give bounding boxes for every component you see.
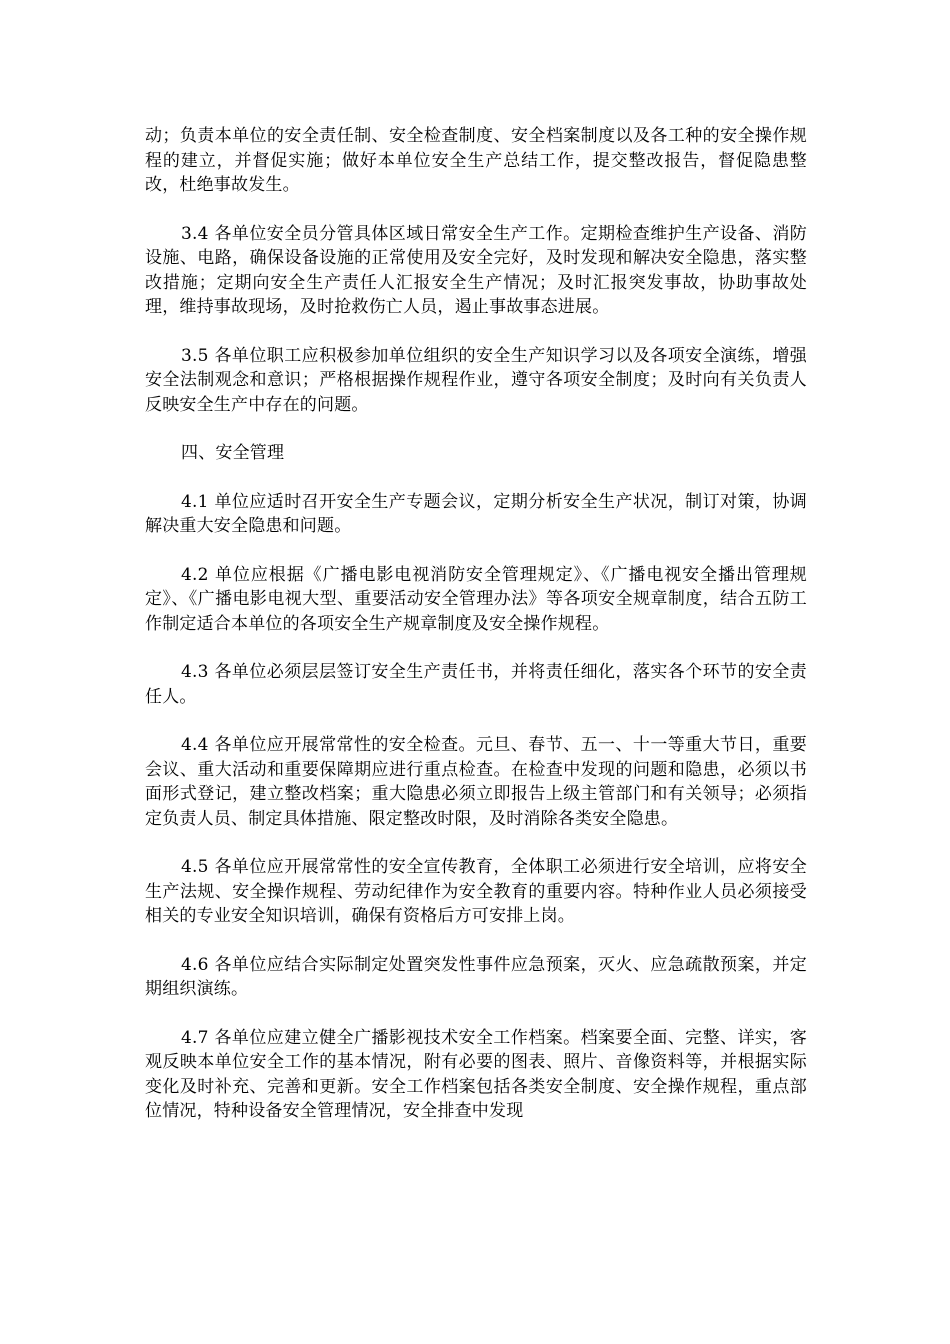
paragraph-3-4: 3.4 各单位安全员分管具体区域日常安全生产工作。定期检查维护生产设备、消防设施、电路，确保设备设施的正常使用及安全完好，及时发现和解决安全隐患，落实整改措施；定期向安全生产责任人汇报安全生产情况；及时汇报突发事故，协助事故处理，维持事故现场，及时抢救伤亡人员，遏止事故事态进展。 (145, 223, 807, 317)
paragraph-4-3: 4.3 各单位必须层层签订安全生产责任书，并将责任细化，落实各个环节的安全责任人。 (145, 662, 807, 707)
paragraph-4-1: 4.1 单位应适时召开安全生产专题会议，定期分析安全生产状况，制订对策，协调解决重大安全隐患和问题。 (145, 491, 807, 536)
document-body (145, 124, 807, 1148)
paragraph-4-5: 4.5 各单位应开展常常性的安全宣传教育，全体职工必须进行安全培训，应将安全生产法规、安全操作规程、劳动纪律作为安全教育的重要内容。特种作业人员必须接受相关的专业安全知识培训，确保有资格后方可安排上岗。 (145, 857, 807, 926)
paragraph-3-5: 3.5 各单位职工应积极参加单位组织的安全生产知识学习以及各项安全演练，增强安全法制观念和意识；严格根据操作规程作业，遵守各项安全制度；及时向有关负责人反映安全生产中存在的问题。 (145, 345, 807, 415)
paragraph-4-2: 4.2 单位应根据《广播电影电视消防安全管理规定》、《广播电视安全播出管理规定》、《广播电影电视大型、重要活动安全管理办法》等各项安全规章制度，结合五防工作制定适合本单位的各项安全生产规章制度及安全操作规程。 (145, 564, 807, 634)
paragraph-4-4: 4.4 各单位应开展常常性的安全检查。元旦、春节、五一、十一等重大节日，重要会议、重大活动和重要保障期应进行重点检查。在检查中发现的问题和隐患，必须以书面形式登记，建立整改档案；重大隐患必须立即报告上级主管部门和有关领导；必须指定负责人员、制定具体措施、限定整改时限，及时消除各类安全隐患。 (145, 735, 807, 829)
paragraph-3-3-continued: 动；负责本单位的安全责任制、安全检查制度、安全档案制度以及各工种的安全操作规程的建立，并督促实施；做好本单位安全生产总结工作，提交整改报告，督促隐患整改，杜绝事故发生。 (145, 126, 807, 195)
paragraph-4-7: 4.7 各单位应建立健全广播影视技术安全工作档案。档案要全面、完整、详实，客观反映本单位安全工作的基本情况，附有必要的图表、照片、音像资料等，并根据实际变化及时补充、完善和更新。安全工作档案包括各类安全制度、安全操作规程，重点部位情况，特种设备安全管理情况，安全排查中发现 (145, 1027, 807, 1121)
paragraph-4-6: 4.6 各单位应结合实际制定处置突发性事件应急预案，灭火、应急疏散预案，并定期组织演练。 (145, 954, 807, 999)
section-heading-4: 四、安全管理 (181, 443, 285, 463)
